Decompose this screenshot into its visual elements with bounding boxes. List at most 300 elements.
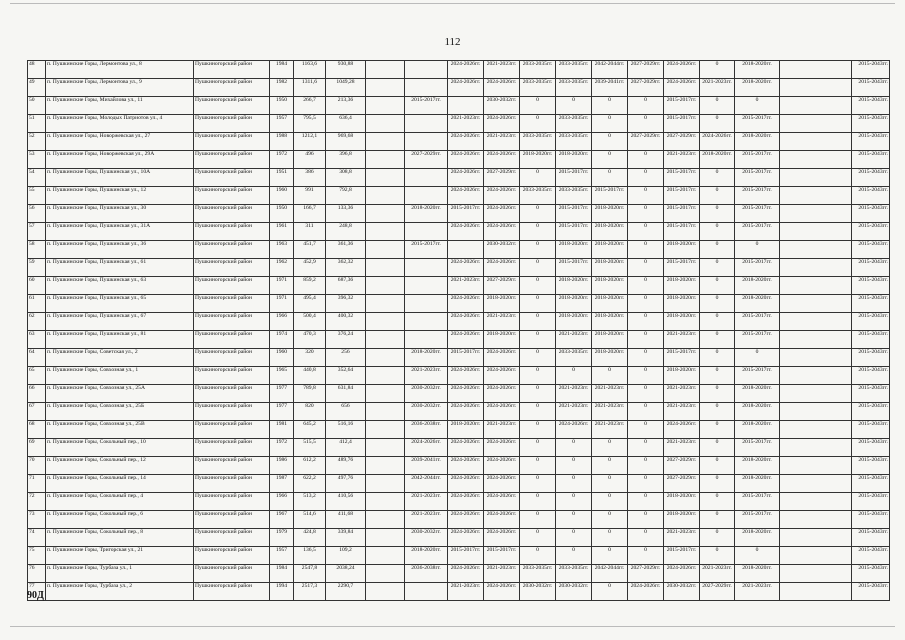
cell-works-f: 2015-2017гг. bbox=[556, 205, 592, 223]
cell-year-built: 1971 bbox=[270, 295, 294, 313]
cell-works-k: 2018-2020гг. bbox=[735, 133, 780, 151]
table-row bbox=[28, 349, 890, 367]
cell-works-d: 2030-2032гг. bbox=[484, 97, 520, 115]
cell-works-k: 2015-2017гг. bbox=[735, 115, 780, 133]
cell-living-area: 411,68 bbox=[326, 511, 366, 529]
cell-works-g: 0 bbox=[592, 547, 628, 565]
cell-period: 2015-2043гг. bbox=[852, 79, 890, 97]
cell-works-f: 0 bbox=[556, 475, 592, 493]
cell-works-a bbox=[366, 349, 405, 367]
cell-year-built: 1950 bbox=[270, 205, 294, 223]
cell-living-area: 361,36 bbox=[326, 241, 366, 259]
cell-row-number: 49 bbox=[28, 79, 46, 97]
cell-works-j: 2021-2023гг. bbox=[700, 79, 735, 97]
cell-period: 2015-2043гг. bbox=[852, 277, 890, 295]
cell-total-area: 1212,1 bbox=[294, 133, 326, 151]
cell-total-area: 645,2 bbox=[294, 421, 326, 439]
cell-total-area: 320 bbox=[294, 349, 326, 367]
cell-works-a bbox=[366, 511, 405, 529]
cell-living-area: 636,4 bbox=[326, 115, 366, 133]
cell-address: п. Пушкинские Горы, Сокольный пер., 12 bbox=[46, 457, 194, 475]
cell-living-area: 489,76 bbox=[326, 457, 366, 475]
cell-living-area: 256 bbox=[326, 349, 366, 367]
cell-works-g: 2018-2020гг. bbox=[592, 331, 628, 349]
cell-works-e: 0 bbox=[520, 511, 556, 529]
cell-living-area: 1049,28 bbox=[326, 79, 366, 97]
cell-works-b: 2036-2038гг. bbox=[405, 565, 448, 583]
cell-works-i: 2015-2017гг. bbox=[664, 547, 700, 565]
cell-works-k: 2015-2017гг. bbox=[735, 313, 780, 331]
cell-works-i: 2018-2020гг. bbox=[664, 367, 700, 385]
cell-district: Пушкиногорский район bbox=[194, 169, 270, 187]
cell-works-h: 0 bbox=[628, 475, 664, 493]
cell-address: п. Пушкинские Горы, Пушкинская ул., 10А bbox=[46, 169, 194, 187]
cell-total-area: 820 bbox=[294, 403, 326, 421]
table-row bbox=[28, 169, 890, 187]
cell-works-h: 2027-2029гг. bbox=[628, 79, 664, 97]
cell-works-k: 2015-2017гг. bbox=[735, 331, 780, 349]
cell-district: Пушкиногорский район bbox=[194, 313, 270, 331]
cell-works-a bbox=[366, 331, 405, 349]
cell-works-k: 2018-2020гг. bbox=[735, 61, 780, 79]
cell-address: п. Пушкинские Горы, Пушкинская ул., 12 bbox=[46, 187, 194, 205]
cell-works-k: 2015-2017гг. bbox=[735, 169, 780, 187]
cell-works-g: 0 bbox=[592, 133, 628, 151]
cell-address: п. Пушкинские Горы, Лермонтова ул., 9 bbox=[46, 79, 194, 97]
cell-living-area: 2038,24 bbox=[326, 565, 366, 583]
cell-row-number: 58 bbox=[28, 241, 46, 259]
cell-district: Пушкиногорский район bbox=[194, 205, 270, 223]
table-row bbox=[28, 439, 890, 457]
cell-works-l bbox=[780, 493, 852, 511]
cell-works-j: 0 bbox=[700, 547, 735, 565]
cell-works-d: 2027-2029гг. bbox=[484, 277, 520, 295]
cell-works-c: 2018-2020гг. bbox=[448, 421, 484, 439]
cell-works-e: 0 bbox=[520, 277, 556, 295]
cell-district: Пушкиногорский район bbox=[194, 349, 270, 367]
cell-works-l bbox=[780, 385, 852, 403]
cell-works-c: 2024-2026гг. bbox=[448, 61, 484, 79]
cell-works-e: 0 bbox=[520, 547, 556, 565]
cell-works-a bbox=[366, 529, 405, 547]
cell-works-k: 2021-2023гг. bbox=[735, 583, 780, 601]
cell-works-f: 2015-2017гг. bbox=[556, 259, 592, 277]
cell-works-h: 0 bbox=[628, 439, 664, 457]
cell-year-built: 1986 bbox=[270, 457, 294, 475]
cell-works-g: 2039-2041гг. bbox=[592, 79, 628, 97]
cell-works-f: 2021-2023гг. bbox=[556, 385, 592, 403]
cell-works-k: 2018-2020гг. bbox=[735, 475, 780, 493]
cell-works-g: 2018-2020гг. bbox=[592, 259, 628, 277]
cell-works-g: 0 bbox=[592, 583, 628, 601]
cell-living-area: 400,32 bbox=[326, 313, 366, 331]
table-row bbox=[28, 331, 890, 349]
cell-works-g: 2018-2020гг. bbox=[592, 241, 628, 259]
cell-address: п. Пушкинские Горы, Сокольный пер., 4 bbox=[46, 493, 194, 511]
cell-works-a bbox=[366, 475, 405, 493]
cell-works-i: 2021-2023гг. bbox=[664, 529, 700, 547]
cell-works-i: 2024-2026гг. bbox=[664, 61, 700, 79]
cell-works-e: 0 bbox=[520, 241, 556, 259]
cell-works-f: 0 bbox=[556, 529, 592, 547]
cell-works-f: 2033-2035гг. bbox=[556, 187, 592, 205]
cell-address: п. Пушкинские Горы, Совхозная ул., 1 bbox=[46, 367, 194, 385]
cell-works-k: 2018-2020гг. bbox=[735, 403, 780, 421]
cell-works-e: 0 bbox=[520, 259, 556, 277]
cell-works-l bbox=[780, 313, 852, 331]
table-row bbox=[28, 367, 890, 385]
cell-works-l bbox=[780, 475, 852, 493]
cell-district: Пушкиногорский район bbox=[194, 529, 270, 547]
cell-year-built: 1957 bbox=[270, 115, 294, 133]
cell-works-l bbox=[780, 97, 852, 115]
cell-works-f: 2021-2023гг. bbox=[556, 331, 592, 349]
cell-works-i: 2015-2017гг. bbox=[664, 259, 700, 277]
cell-row-number: 53 bbox=[28, 151, 46, 169]
cell-works-c: 2021-2023гг. bbox=[448, 115, 484, 133]
cell-works-k: 2018-2020гг. bbox=[735, 421, 780, 439]
cell-works-f: 2030-2032гг. bbox=[556, 583, 592, 601]
cell-works-j: 0 bbox=[700, 295, 735, 313]
cell-district: Пушкиногорский район bbox=[194, 475, 270, 493]
cell-address: п. Пушкинские Горы, Пушкинская ул., 67 bbox=[46, 313, 194, 331]
cell-period: 2015-2043гг. bbox=[852, 115, 890, 133]
cell-works-j: 0 bbox=[700, 349, 735, 367]
table-row bbox=[28, 313, 890, 331]
cell-works-i: 2027-2029гг. bbox=[664, 457, 700, 475]
table-row bbox=[28, 259, 890, 277]
cell-works-k: 0 bbox=[735, 349, 780, 367]
cell-total-area: 452,9 bbox=[294, 259, 326, 277]
cell-living-area: 308,8 bbox=[326, 169, 366, 187]
cell-works-f: 2033-2035гг. bbox=[556, 565, 592, 583]
cell-district: Пушкиногорский район bbox=[194, 547, 270, 565]
cell-works-a bbox=[366, 223, 405, 241]
cell-works-e: 0 bbox=[520, 367, 556, 385]
cell-living-area: 2290,7 bbox=[326, 583, 366, 601]
cell-address: п. Пушкинские Горы, Сокольный пер., 10 bbox=[46, 439, 194, 457]
cell-works-a bbox=[366, 97, 405, 115]
cell-row-number: 54 bbox=[28, 169, 46, 187]
cell-works-d: 2021-2023гг. bbox=[484, 565, 520, 583]
cell-district: Пушкиногорский район bbox=[194, 241, 270, 259]
cell-period: 2015-2043гг. bbox=[852, 529, 890, 547]
cell-works-a bbox=[366, 313, 405, 331]
cell-works-a bbox=[366, 61, 405, 79]
cell-works-j: 0 bbox=[700, 205, 735, 223]
cell-works-c: 2024-2026гг. bbox=[448, 223, 484, 241]
cell-works-a bbox=[366, 295, 405, 313]
cell-works-f: 0 bbox=[556, 367, 592, 385]
cell-works-d: 2024-2026гг. bbox=[484, 115, 520, 133]
cell-works-l bbox=[780, 169, 852, 187]
cell-works-a bbox=[366, 547, 405, 565]
cell-period: 2015-2043гг. bbox=[852, 205, 890, 223]
cell-works-c bbox=[448, 241, 484, 259]
cell-period: 2015-2043гг. bbox=[852, 547, 890, 565]
cell-address: п. Пушкинские Горы, Михайлова ул., 11 bbox=[46, 97, 194, 115]
cell-address: п. Пушкинские Горы, Тригорская ул., 21 bbox=[46, 547, 194, 565]
cell-year-built: 1977 bbox=[270, 403, 294, 421]
cell-works-d: 2021-2023гг. bbox=[484, 421, 520, 439]
cell-works-i: 2015-2017гг. bbox=[664, 349, 700, 367]
cell-works-i: 2015-2017гг. bbox=[664, 97, 700, 115]
cell-works-l bbox=[780, 529, 852, 547]
cell-district: Пушкиногорский район bbox=[194, 151, 270, 169]
cell-living-area: 497,76 bbox=[326, 475, 366, 493]
cell-works-g: 0 bbox=[592, 115, 628, 133]
table-row bbox=[28, 205, 890, 223]
cell-works-g: 0 bbox=[592, 511, 628, 529]
cell-works-l bbox=[780, 331, 852, 349]
cell-living-area: 687,36 bbox=[326, 277, 366, 295]
cell-works-a bbox=[366, 169, 405, 187]
cell-year-built: 1987 bbox=[270, 475, 294, 493]
cell-living-area: 516,16 bbox=[326, 421, 366, 439]
cell-works-g: 2018-2020гг. bbox=[592, 295, 628, 313]
cell-works-j: 0 bbox=[700, 475, 735, 493]
cell-works-i: 2030-2032гг. bbox=[664, 583, 700, 601]
cell-works-l bbox=[780, 115, 852, 133]
housing-register-table bbox=[27, 60, 890, 601]
cell-works-e: 0 bbox=[520, 439, 556, 457]
cell-works-h: 0 bbox=[628, 385, 664, 403]
cell-living-area: 339,84 bbox=[326, 529, 366, 547]
cell-works-d: 2015-2017гг. bbox=[484, 547, 520, 565]
cell-district: Пушкиногорский район bbox=[194, 421, 270, 439]
cell-period: 2015-2043гг. bbox=[852, 241, 890, 259]
cell-works-i: 2021-2023гг. bbox=[664, 439, 700, 457]
cell-works-h: 0 bbox=[628, 367, 664, 385]
cell-works-g: 0 bbox=[592, 169, 628, 187]
cell-period: 2015-2043гг. bbox=[852, 223, 890, 241]
cell-works-h: 0 bbox=[628, 223, 664, 241]
cell-district: Пушкиногорский район bbox=[194, 277, 270, 295]
cell-works-e: 0 bbox=[520, 115, 556, 133]
cell-total-area: 795,5 bbox=[294, 115, 326, 133]
cell-period: 2015-2043гг. bbox=[852, 259, 890, 277]
cell-works-g: 0 bbox=[592, 367, 628, 385]
cell-works-i: 2027-2029гг. bbox=[664, 133, 700, 151]
cell-works-c: 2024-2026гг. bbox=[448, 565, 484, 583]
cell-total-area: 514,6 bbox=[294, 511, 326, 529]
table-row bbox=[28, 223, 890, 241]
cell-address: п. Пушкинские Горы, Сокольный пер., 6 bbox=[46, 511, 194, 529]
cell-works-e: 0 bbox=[520, 349, 556, 367]
cell-works-c: 2024-2026гг. bbox=[448, 403, 484, 421]
cell-works-e: 0 bbox=[520, 475, 556, 493]
cell-works-c: 2015-2017гг. bbox=[448, 547, 484, 565]
cell-row-number: 76 bbox=[28, 565, 46, 583]
cell-works-l bbox=[780, 259, 852, 277]
cell-works-e: 0 bbox=[520, 205, 556, 223]
cell-works-g: 2018-2020гг. bbox=[592, 313, 628, 331]
cell-works-c: 2015-2017гг. bbox=[448, 349, 484, 367]
cell-works-g: 2015-2017гг. bbox=[592, 187, 628, 205]
cell-living-area: 792,8 bbox=[326, 187, 366, 205]
cell-district: Пушкиногорский район bbox=[194, 61, 270, 79]
cell-works-a bbox=[366, 151, 405, 169]
cell-works-a bbox=[366, 457, 405, 475]
cell-works-j: 0 bbox=[700, 61, 735, 79]
cell-living-area: 410,56 bbox=[326, 493, 366, 511]
cell-row-number: 66 bbox=[28, 385, 46, 403]
cell-row-number: 67 bbox=[28, 403, 46, 421]
cell-works-b: 2021-2023гг. bbox=[405, 493, 448, 511]
table-row bbox=[28, 583, 890, 601]
cell-total-area: 166,7 bbox=[294, 205, 326, 223]
cell-works-h: 2024-2026гг. bbox=[628, 583, 664, 601]
cell-living-area: 930,88 bbox=[326, 61, 366, 79]
cell-row-number: 50 bbox=[28, 97, 46, 115]
cell-works-d: 2018-2020гг. bbox=[484, 331, 520, 349]
cell-address: п. Пушкинские Горы, Лермонтова ул., 8 bbox=[46, 61, 194, 79]
cell-works-j: 2018-2020гг. bbox=[700, 151, 735, 169]
cell-living-area: 631,84 bbox=[326, 385, 366, 403]
cell-district: Пушкиногорский район bbox=[194, 403, 270, 421]
cell-period: 2015-2043гг. bbox=[852, 565, 890, 583]
cell-works-d: 2027-2029гг. bbox=[484, 169, 520, 187]
cell-total-area: 1311,6 bbox=[294, 79, 326, 97]
cell-district: Пушкиногорский район bbox=[194, 385, 270, 403]
cell-works-g: 2021-2023гг. bbox=[592, 385, 628, 403]
cell-period: 2015-2043гг. bbox=[852, 349, 890, 367]
cell-total-area: 2517,3 bbox=[294, 583, 326, 601]
cell-total-area: 859,2 bbox=[294, 277, 326, 295]
cell-works-l bbox=[780, 133, 852, 151]
cell-year-built: 1966 bbox=[270, 493, 294, 511]
cell-works-h: 0 bbox=[628, 547, 664, 565]
cell-works-b: 2030-2032гг. bbox=[405, 403, 448, 421]
cell-works-g: 2018-2020гг. bbox=[592, 205, 628, 223]
cell-row-number: 72 bbox=[28, 493, 46, 511]
page-edge-bottom bbox=[10, 626, 895, 627]
cell-living-area: 969,68 bbox=[326, 133, 366, 151]
cell-works-l bbox=[780, 403, 852, 421]
cell-total-area: 789,8 bbox=[294, 385, 326, 403]
cell-works-h: 0 bbox=[628, 457, 664, 475]
cell-works-i: 2024-2026гг. bbox=[664, 421, 700, 439]
cell-works-j: 0 bbox=[700, 115, 735, 133]
cell-district: Пушкиногорский район bbox=[194, 223, 270, 241]
cell-works-c: 2021-2023гг. bbox=[448, 583, 484, 601]
cell-year-built: 1981 bbox=[270, 421, 294, 439]
cell-works-j: 0 bbox=[700, 277, 735, 295]
cell-works-f: 2033-2035гг. bbox=[556, 349, 592, 367]
cell-year-built: 1972 bbox=[270, 439, 294, 457]
cell-total-area: 266,7 bbox=[294, 97, 326, 115]
cell-works-g: 2018-2020гг. bbox=[592, 223, 628, 241]
cell-works-l bbox=[780, 241, 852, 259]
cell-works-d: 2024-2026гг. bbox=[484, 259, 520, 277]
cell-total-area: 136,5 bbox=[294, 547, 326, 565]
cell-works-a bbox=[366, 133, 405, 151]
cell-works-b: 2015-2017гг. bbox=[405, 241, 448, 259]
cell-works-k: 2015-2017гг. bbox=[735, 493, 780, 511]
cell-works-f: 2015-2017гг. bbox=[556, 169, 592, 187]
cell-address: п. Пушкинские Горы, Совхозная ул., 25Б bbox=[46, 403, 194, 421]
cell-living-area: 396,32 bbox=[326, 295, 366, 313]
cell-row-number: 52 bbox=[28, 133, 46, 151]
cell-works-c: 2024-2026гг. bbox=[448, 457, 484, 475]
table-row bbox=[28, 475, 890, 493]
cell-row-number: 64 bbox=[28, 349, 46, 367]
cell-works-l bbox=[780, 295, 852, 313]
cell-district: Пушкиногорский район bbox=[194, 457, 270, 475]
cell-works-l bbox=[780, 205, 852, 223]
cell-works-b: 2036-2038гг. bbox=[405, 421, 448, 439]
cell-works-f: 2033-2035гг. bbox=[556, 61, 592, 79]
cell-works-f: 0 bbox=[556, 439, 592, 457]
cell-district: Пушкиногорский район bbox=[194, 439, 270, 457]
cell-works-f: 2018-2020гг. bbox=[556, 241, 592, 259]
cell-row-number: 55 bbox=[28, 187, 46, 205]
cell-district: Пушкиногорский район bbox=[194, 133, 270, 151]
cell-works-i: 2015-2017гг. bbox=[664, 115, 700, 133]
cell-living-area: 656 bbox=[326, 403, 366, 421]
cell-district: Пушкиногорский район bbox=[194, 367, 270, 385]
cell-works-h: 0 bbox=[628, 259, 664, 277]
cell-works-l bbox=[780, 187, 852, 205]
cell-total-area: 495,4 bbox=[294, 295, 326, 313]
cell-works-f: 2024-2026гг. bbox=[556, 421, 592, 439]
cell-works-j: 0 bbox=[700, 367, 735, 385]
cell-works-b bbox=[405, 277, 448, 295]
cell-works-e: 0 bbox=[520, 403, 556, 421]
cell-works-l bbox=[780, 421, 852, 439]
cell-works-c: 2015-2017гг. bbox=[448, 205, 484, 223]
cell-works-k: 2015-2017гг. bbox=[735, 511, 780, 529]
table-row bbox=[28, 61, 890, 79]
cell-works-d: 2024-2026гг. bbox=[484, 205, 520, 223]
cell-works-b: 2015-2017гг. bbox=[405, 97, 448, 115]
cell-works-j: 0 bbox=[700, 511, 735, 529]
cell-works-h: 0 bbox=[628, 421, 664, 439]
cell-works-l bbox=[780, 151, 852, 169]
cell-works-c bbox=[448, 97, 484, 115]
cell-row-number: 60 bbox=[28, 277, 46, 295]
cell-year-built: 1962 bbox=[270, 259, 294, 277]
cell-works-h: 0 bbox=[628, 151, 664, 169]
cell-works-b bbox=[405, 187, 448, 205]
cell-works-g: 0 bbox=[592, 151, 628, 169]
cell-works-l bbox=[780, 457, 852, 475]
cell-address: п. Пушкинские Горы, Турбаза ул., 1 bbox=[46, 565, 194, 583]
table-row bbox=[28, 79, 890, 97]
table-row bbox=[28, 421, 890, 439]
cell-works-j: 0 bbox=[700, 421, 735, 439]
cell-period: 2015-2043гг. bbox=[852, 169, 890, 187]
cell-total-area: 496 bbox=[294, 151, 326, 169]
cell-total-area: 2547,8 bbox=[294, 565, 326, 583]
cell-works-h: 0 bbox=[628, 403, 664, 421]
cell-works-f: 2021-2023гг. bbox=[556, 403, 592, 421]
cell-works-j: 0 bbox=[700, 457, 735, 475]
cell-works-g: 0 bbox=[592, 493, 628, 511]
cell-works-e: 2033-2035гг. bbox=[520, 133, 556, 151]
cell-works-b bbox=[405, 331, 448, 349]
cell-works-b: 2030-2032гг. bbox=[405, 385, 448, 403]
cell-works-c: 2024-2026гг. bbox=[448, 529, 484, 547]
cell-works-f: 2015-2017гг. bbox=[556, 223, 592, 241]
cell-address: п. Пушкинские Горы, Пушкинская ул., 81 bbox=[46, 331, 194, 349]
cell-works-j: 0 bbox=[700, 439, 735, 457]
cell-works-b: 2042-2044гг. bbox=[405, 475, 448, 493]
cell-works-d: 2024-2026гг. bbox=[484, 457, 520, 475]
cell-total-area: 515,5 bbox=[294, 439, 326, 457]
cell-year-built: 1982 bbox=[270, 79, 294, 97]
cell-works-j: 0 bbox=[700, 403, 735, 421]
